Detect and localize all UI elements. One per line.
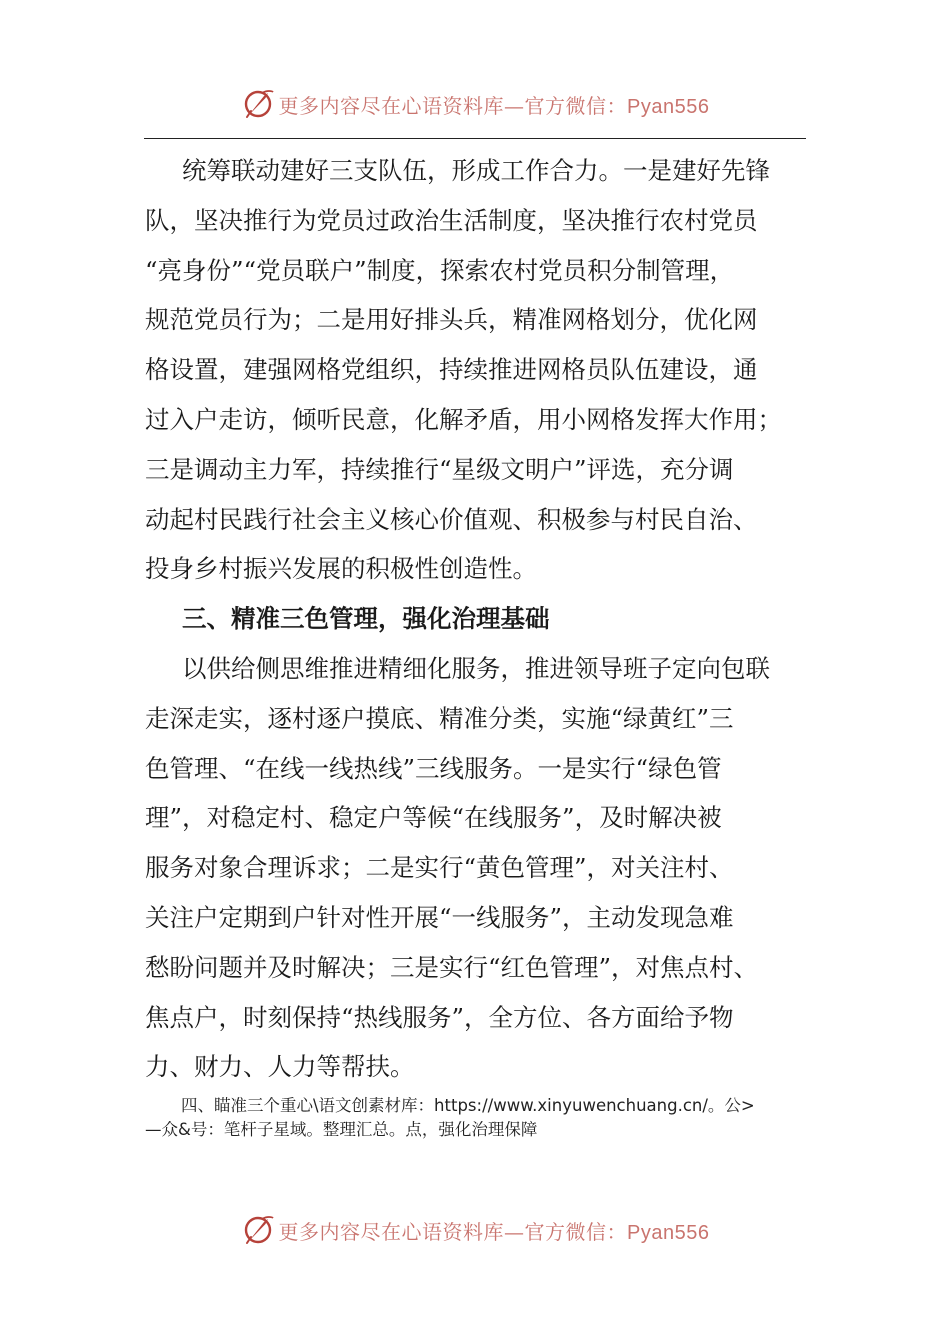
quill-pen-logo-icon [241,87,275,121]
section-heading: 三、精准三色管理，强化治理基础 [182,604,550,634]
source-note [145,1094,810,1142]
source-note-line: 四、瞄准三个重心\语文创素材库：https://www.xinyuwenchuang.cn/。公> [181,1096,755,1115]
paragraph-line: 色管理、“在线一线热线”三线服务。一是实行“绿色管 [145,753,722,783]
paragraph-line: 格设置，建强网格党组织，持续推进网格员队伍建设，通 [145,355,758,385]
footer-banner-text: 更多内容尽在心语资料库—官方微信：Pyan556 [278,1219,710,1244]
header-banner [0,84,950,124]
paragraph-line: 愁盼问题并及时解决；三是实行“红色管理”，对焦点村、 [145,952,759,982]
paragraph-line: 焦点户，时刻保持“热线服务”，全方位、各方面给予物 [145,1002,734,1032]
paragraph-line: 以供给侧思维推进精细化服务，推进领导班子定向包联 [182,653,770,683]
paragraph-line: 服务对象合理诉求；二是实行“黄色管理”，对关注村、 [145,853,734,883]
paragraph-line: 规范党员行为；二是用好排头兵，精准网格划分，优化网 [145,305,758,335]
paragraph-line: 力、财力、人力等帮扶。 [145,1052,415,1082]
quill-pen-logo-icon [241,1213,275,1247]
paragraph-line: 关注户定期到户针对性开展“一线服务”，主动发现急难 [145,902,734,932]
document-body [145,146,805,1092]
paragraph-line: 三是调动主力军，持续推行“星级文明户”评选，充分调 [145,454,734,484]
paragraph-line: 队，坚决推行为党员过政治生活制度，坚决推行农村党员 [145,205,758,235]
paragraph-line: 过入户走访，倾听民意，化解矛盾，用小网格发挥大作用； [145,404,782,434]
header-divider [144,138,806,139]
paragraph-line: “亮身份”“党员联户”制度，探索农村党员积分制管理， [145,255,735,285]
header-banner-text: 更多内容尽在心语资料库—官方微信：Pyan556 [278,93,710,118]
paragraph-line: 理”，对稳定村、稳定户等候“在线服务”，及时解决被 [145,803,722,833]
paragraph-line: 投身乡村振兴发展的积极性创造性。 [145,554,537,584]
paragraph-line: 统筹联动建好三支队伍，形成工作合力。一是建好先锋 [182,156,770,185]
paragraph-line: 动起村民践行社会主义核心价值观、积极参与村民自治、 [145,504,758,534]
paragraph-line: 走深走实，逐村逐户摸底、精准分类，实施“绿黄红”三 [145,703,734,733]
footer-banner [0,1210,950,1250]
source-note-line: —众&号：笔杆子星域。整理汇总。点，强化治理保障 [145,1120,538,1139]
